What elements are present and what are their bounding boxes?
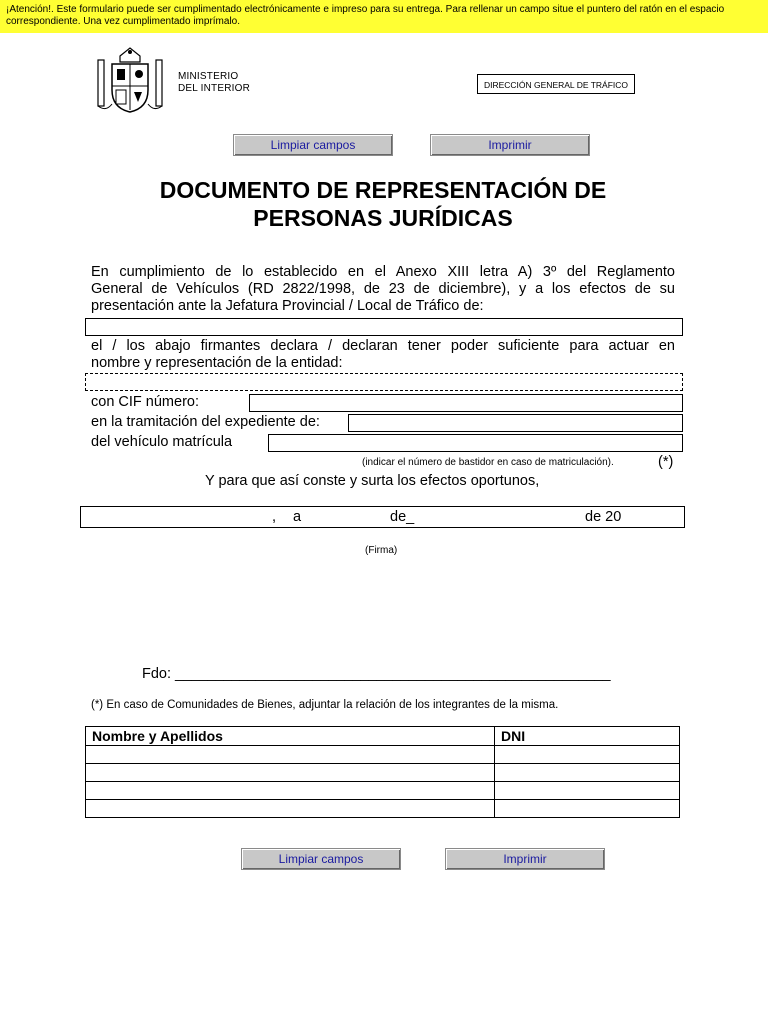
table-row [86, 782, 680, 800]
name-cell[interactable] [86, 800, 495, 818]
fdo-line: Fdo: ______________________________________________________ [142, 666, 611, 682]
table-row [86, 764, 680, 782]
name-cell[interactable] [86, 782, 495, 800]
declaration-line1: el / los abajo firmantes declara / declaran tener poder suficiente para actuar en [91, 338, 675, 354]
ministry-line1: MINISTERIO [178, 71, 239, 82]
clear-fields-button-bottom[interactable]: Limpiar campos [241, 848, 401, 870]
expediente-label: en la tramitación del expediente de: [91, 414, 320, 430]
matricula-field[interactable] [268, 434, 683, 452]
bastidor-note: (indicar el número de bastidor en caso de matriculación). [362, 457, 614, 468]
dni-cell[interactable] [495, 764, 680, 782]
print-button-bottom[interactable]: Imprimir [445, 848, 605, 870]
ministry-line2: DEL INTERIOR [178, 83, 251, 94]
dni-cell[interactable] [495, 746, 680, 764]
table-row [86, 746, 680, 764]
header-name: Nombre y Apellidos [86, 727, 495, 746]
intro-line1: En cumplimiento de lo establecido en el Anexo XIII letra A) 3º del Reglamento [91, 264, 675, 280]
members-table [85, 726, 680, 818]
intro-line3: presentación ante la Jefatura Provincial / Local de Tráfico de: [91, 298, 484, 314]
print-button-top[interactable]: Imprimir [430, 134, 590, 156]
header-dni: DNI [495, 727, 680, 746]
name-cell[interactable] [86, 764, 495, 782]
date-a: a [293, 509, 302, 525]
date-comma: , [272, 509, 277, 525]
agency-box: DIRECCIÓN GENERAL DE TRÁFICO [477, 74, 635, 94]
cif-label: con CIF número: [91, 394, 199, 410]
table-header-row [86, 727, 680, 746]
signature-label: (Firma) [365, 545, 398, 556]
jefatura-field[interactable] [85, 318, 683, 336]
expediente-field[interactable] [348, 414, 683, 432]
title-line1: DOCUMENTO DE REPRESENTACIÓN DE [159, 177, 607, 203]
date-de: de_ [390, 509, 415, 525]
page-title [60, 176, 706, 232]
entity-field[interactable] [85, 373, 683, 391]
closing-text: Y para que así conste y surta los efectos oportunos, [205, 473, 540, 489]
notice-banner: ¡Atención!. Este formulario puede ser cumplimentado electrónicamente e impreso para su entrega. Para rellenar un campo situe el puntero del ratón en el espacio correspondiente. Una vez cumplimentado imprímalo. [0, 0, 768, 33]
dni-cell[interactable] [495, 782, 680, 800]
cif-field[interactable] [249, 394, 683, 412]
coat-of-arms-icon [96, 46, 164, 116]
matricula-label: del vehículo matrícula [91, 434, 233, 450]
ministry-name [178, 71, 250, 95]
footnote: (*) En caso de Comunidades de Bienes, adjuntar la relación de los integrantes de la misma. [91, 699, 559, 711]
intro-paragraph [91, 264, 675, 315]
table-row [86, 800, 680, 818]
asterisk-note: (*) [658, 454, 674, 470]
intro-line2: General de Vehículos (RD 2822/1998, de 23 de diciembre), y a los efectos de su [91, 281, 675, 297]
name-cell[interactable] [86, 746, 495, 764]
date-year: de 20 [585, 509, 622, 525]
declaration-paragraph [91, 338, 675, 372]
clear-fields-button-top[interactable]: Limpiar campos [233, 134, 393, 156]
title-line2: PERSONAS JURÍDICAS [253, 205, 513, 231]
dni-cell[interactable] [495, 800, 680, 818]
declaration-line2: nombre y representación de la entidad: [91, 355, 343, 371]
